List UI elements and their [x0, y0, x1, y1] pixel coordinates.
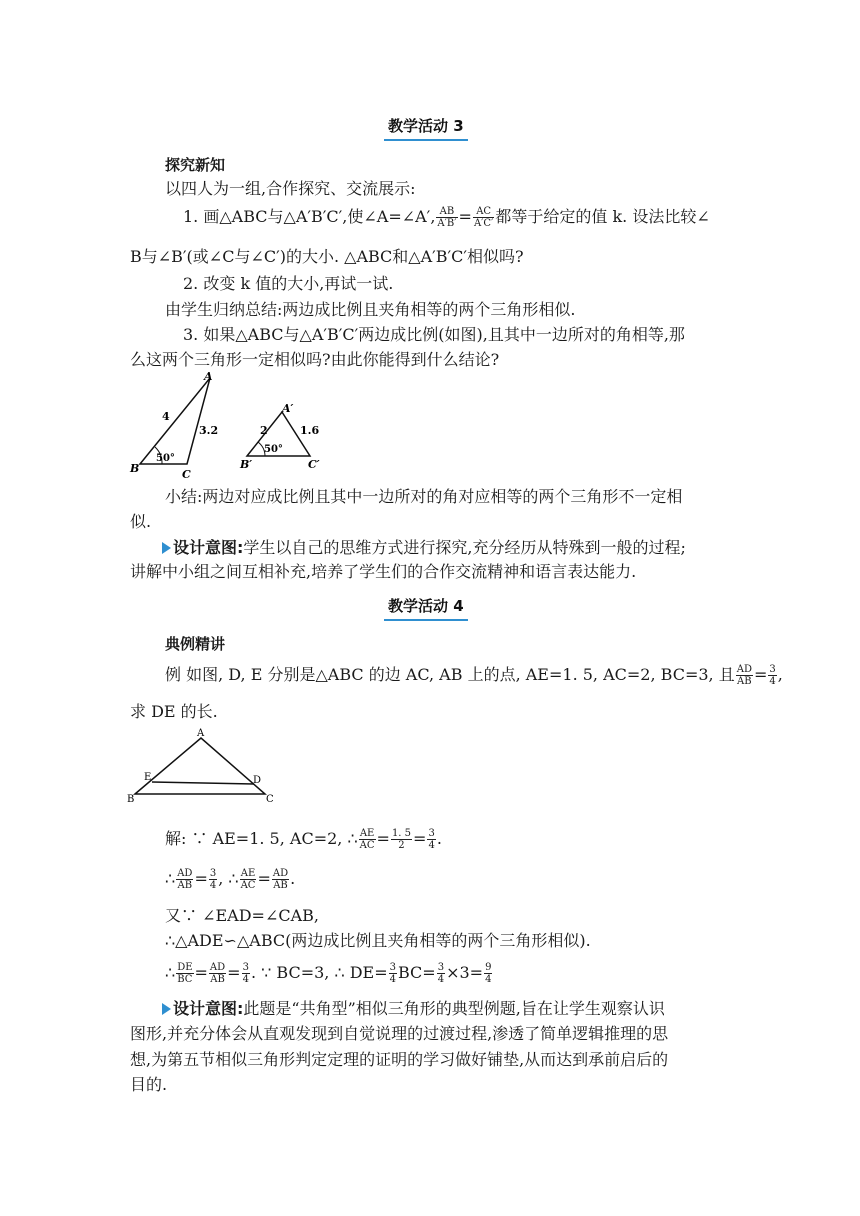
design-intent-4-text: 此题是“共角型”相似三角形的典型例题,旨在让学生观察认识 [243, 999, 665, 1018]
q1-fraction-ab: $\frac{AB}{A'B'}$ [437, 206, 457, 229]
sol5-text-d: ×3= [446, 963, 484, 982]
label-a: A [204, 370, 213, 383]
label-a-prime: A′ [282, 402, 294, 415]
sol2-text-a: ∴ [165, 869, 176, 888]
sol1-frac-ae-ac: $\frac{AE}{AC}$ [359, 828, 375, 851]
solution-line-2: ∴ $\frac{AD}{AB}$ = $\frac{3}{4}$ , ∴ $\frac{AE}{AC}$ = $\frac{AD}{AB}$ . [165, 868, 296, 891]
activity3-intro: 以四人为一组,合作探究、交流展示: [165, 179, 416, 198]
angle-b2-value: 50° [264, 444, 283, 455]
question-1-line-1 [183, 206, 710, 229]
triangle-abc [140, 378, 210, 464]
sol5-frac-3-4-b: $\frac{3}{4}$ [389, 962, 396, 985]
design-intent-label: 设计意图: [173, 999, 244, 1018]
question-3-line-1: 3. 如果△ABC与△A′B′C′两边成比例(如图),且其中一边所对的角相等,那 [183, 325, 685, 344]
label-b: B [130, 462, 140, 475]
question-3-line-2: 么这两个三角形一定相似吗?由此你能得到什么结论? [130, 350, 500, 369]
sol2-frac-ad-ab-2: $\frac{AD}{AB}$ [272, 868, 289, 891]
sol1-frac-3-4: $\frac{3}{4}$ [428, 828, 435, 851]
conclusion-line-1: 小结:两边对应成比例且其中一边所对的角对应相等的两个三角形不一定相 [165, 487, 683, 506]
example-line-2: 求 DE 的长. [130, 702, 218, 721]
side-a2c2-length: 1.6 [300, 424, 320, 437]
solution-line-3: 又∵ ∠EAD=∠CAB, [165, 906, 320, 925]
question-2: 2. 改变 k 值的大小,再试一试. [183, 274, 394, 293]
summary-similarity: 由学生归纳总结:两边成比例且夹角相等的两个三角形相似. [165, 300, 576, 319]
sol2-frac-3-4: $\frac{3}{4}$ [209, 868, 217, 891]
design-intent-3-line-2: 讲解中小组之间互相补充,培养了学生们的合作交流精神和语言表达能力. [130, 562, 637, 581]
example-text-b: , [777, 665, 783, 684]
triangle-abc-main [135, 738, 265, 794]
q1-equals: = [458, 207, 472, 226]
solution-line-1: 解: ∵ AE=1. 5, AC=2, ∴ $\frac{AE}{AC}$ = $\frac{1. 5}{2}$ = $\frac{3}{4}$ . [165, 828, 442, 851]
question-1-line-2: B与∠B′(或∠C与∠C′)的大小. △ABC和△A′B′C′相似吗? [130, 247, 524, 266]
activity4-heading: 教学活动 4 [384, 594, 468, 621]
side-ac-length: 3.2 [199, 424, 219, 437]
design-intent-4-line-4: 目的. [130, 1075, 168, 1094]
solution-line-4: ∴△ADE∽△ABC(两边成比例且夹角相等的两个三角形相似). [165, 931, 591, 950]
design-intent-4-line-1 [162, 998, 665, 1020]
q1-fraction-ac: $\frac{AC}{A'C'}$ [473, 206, 494, 229]
sol2-frac-ae-ac: $\frac{AE}{AC}$ [240, 868, 256, 891]
sol1-text: 解: ∵ AE=1. 5, AC=2, ∴ [165, 829, 358, 848]
triangle-ade-figure [125, 726, 285, 806]
sol5-frac-9-4: $\frac{9}{4}$ [485, 962, 492, 985]
example-text-a: 例 如图, D, E 分别是△ABC 的边 AC, AB 上的点, AE=1. 5, AC=2, BC=3, 且 [165, 665, 735, 684]
sol2-frac-ad-ab: $\frac{AD}{AB}$ [177, 868, 193, 891]
design-intent-3-text: 学生以自己的思维方式进行探究,充分经历从特殊到一般的过程; [243, 538, 686, 557]
angle-b-value: 50° [156, 453, 175, 464]
sol5-text-c: BC= [398, 963, 436, 982]
example-fraction-3-4: $\frac{3}{4}$ [769, 664, 776, 687]
sol5-text-b: . ∵ BC=3, ∴ DE= [250, 963, 388, 982]
sol5-frac-3-4-c: $\frac{3}{4}$ [437, 962, 445, 985]
activity4-subheading: 典例精讲 [165, 635, 226, 653]
sol5-frac-de-bc: $\frac{DE}{BC}$ [177, 962, 193, 985]
design-intent-3-line-1 [162, 537, 686, 559]
side-ab-length: 4 [162, 410, 170, 423]
activity3-heading: 教学活动 3 [384, 114, 468, 141]
sol5-frac-ad-ab: $\frac{AD}{AB}$ [209, 962, 226, 985]
label-e: E [144, 772, 152, 783]
activity3-subheading: 探究新知 [165, 156, 226, 174]
design-intent-4-line-2: 图形,并充分体会从直观发现到自觉说理的过渡过程,渗透了简单逻辑推理的思 [130, 1024, 669, 1043]
design-intent-4-line-3: 想,为第五节相似三角形判定定理的证明的学习做好铺垫,从而达到承前启后的 [130, 1050, 669, 1069]
label-d: D [253, 775, 262, 786]
solution-line-5: ∴ $\frac{DE}{BC}$ = $\frac{AD}{AB}$ = $\frac{3}{4}$ . ∵ BC=3, ∴ DE= $\frac{3}{4}$ BC= $\frac{3}{4}$ ×3= $\frac{9}{4}$ [165, 962, 492, 985]
label-a: A [197, 728, 205, 739]
label-c-prime: C′ [308, 458, 320, 471]
design-intent-label: 设计意图: [173, 538, 244, 557]
q1-text-a: 1. 画△ABC与△A′B′C′,使∠A=∠A′, [183, 207, 436, 226]
label-b-prime: B′ [240, 458, 253, 471]
sol5-text-a: ∴ [165, 963, 176, 982]
side-a2b2-length: 2 [260, 424, 268, 437]
conclusion-line-2: 似. [130, 512, 152, 531]
label-b: B [127, 794, 135, 805]
blue-triangle-icon [162, 1003, 171, 1015]
blue-triangle-icon [162, 542, 171, 554]
label-c: C [182, 468, 191, 480]
sol1-frac-15-2: $\frac{1. 5}{2}$ [391, 828, 412, 851]
sol5-frac-3-4: $\frac{3}{4}$ [242, 962, 249, 985]
q1-text-b: 都等于给定的值 k. 设法比较∠ [495, 207, 710, 226]
example-fraction-ad-ab: $\frac{AD}{AB}$ [736, 664, 752, 687]
label-c: C [266, 794, 274, 805]
two-triangles-figure [122, 368, 342, 480]
sol2-text-b: , ∴ [218, 869, 239, 888]
segment-ed [152, 782, 254, 784]
example-line-1: 例 如图, D, E 分别是△ABC 的边 AC, AB 上的点, AE=1. 5, AC=2, BC=3, 且 $\frac{AD}{AB}$ = $\frac{3}{4}$ , [165, 664, 783, 687]
